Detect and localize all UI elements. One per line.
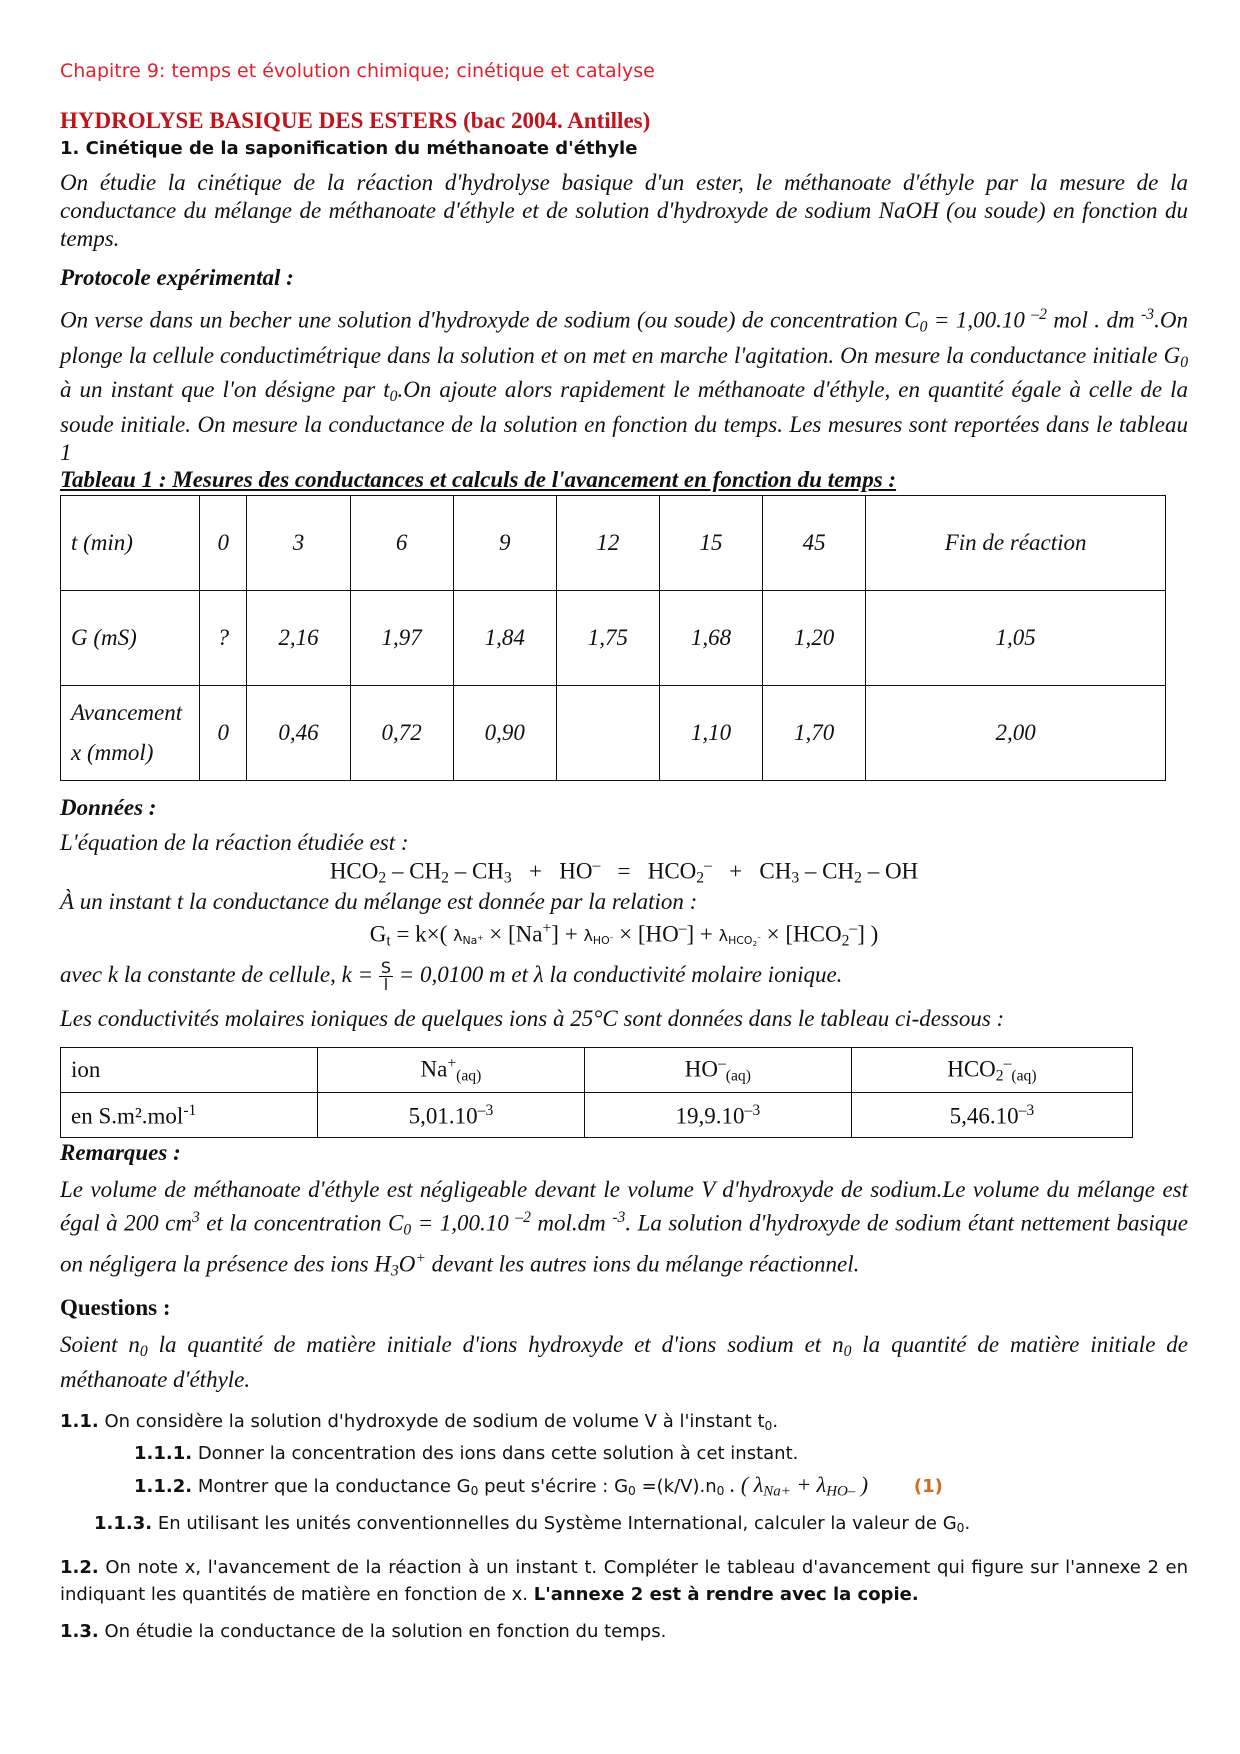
conductance-cell: 1,97	[350, 591, 453, 686]
chapter-heading: Chapitre 9: temps et évolution chimique; cinétique et catalyse	[60, 60, 655, 82]
table-row-time	[61, 496, 1166, 591]
intro-paragraph: On étudie la cinétique de la réaction d'hydrolyse basique d'un ester, le méthanoate d'éthyle par la mesure de la conductance du mélange de méthanoate d'éthyle et de solution d'hydroxyde de sodium NaOH (ou soude) en fonction du temps.	[60, 170, 1188, 251]
ion-cell-ho: $HO^-_{(aq)}$	[584, 1048, 851, 1093]
page-title: HYDROLYSE BASIQUE DES ESTERS (bac 2004. Antilles)	[60, 108, 651, 133]
conductivity-value: $19,9.10^{-3}$	[584, 1093, 851, 1138]
conductivity-value: $5,01.10^{-3}$	[318, 1093, 585, 1138]
question-1-1-1: 1.1.1. Donner la concentration des ions dans cette solution à cet instant.	[134, 1443, 799, 1465]
conductance-cell: 1,84	[453, 591, 556, 686]
advancement-cell: 0,46	[247, 686, 350, 781]
row-label-conductance: G (mS)	[61, 591, 200, 686]
protocol-heading: Protocole expérimental :	[60, 265, 294, 290]
table-conductance-measurements	[60, 495, 1166, 781]
conductance-cell: 1,20	[763, 591, 866, 686]
document-page	[60, 60, 1188, 1645]
row-label-time: t (min)	[61, 496, 200, 591]
conductance-cell: 1,05	[866, 591, 1166, 686]
question-1-2: 1.2. On note x, l'avancement de la réaction à un instant t. Compléter le tableau d'avancement qui figure sur l'annexe 2 en indiquant les quantités de matière en fonction de x. L'annexe 2 est à rendre avec la copie.	[60, 1557, 1188, 1606]
cell-constant-line: avec k la constante de cellule, k = $\frac{S}{l}$ = 0,0100 m et λ la conductivité molaire ionique.	[60, 958, 843, 995]
advancement-cell: 1,70	[763, 686, 866, 781]
advancement-cell: 2,00	[866, 686, 1166, 781]
table-row-values	[61, 1093, 1133, 1138]
conductance-relation-intro: À un instant t la conductance du mélange est donnée par la relation :	[60, 888, 698, 914]
time-cell: 0	[200, 496, 247, 591]
conductivities-intro: Les conductivités molaires ioniques de quelques ions à 25°C sont données dans le tableau ci-dessous :	[60, 1006, 1005, 1032]
section-1-heading: 1. Cinétique de la saponification du méthanoate d'éthyle	[60, 138, 638, 159]
question-1-1-3: 1.1.3. En utilisant les unités conventionnelles du Système International, calculer la valeur de $G_0$.	[94, 1513, 971, 1536]
time-cell: 6	[350, 496, 453, 591]
question-1-1: 1.1. On considère la solution d'hydroxyde de sodium de volume V à l'instant $t_0$.	[60, 1411, 779, 1434]
advancement-cell: 0,72	[350, 686, 453, 781]
row-label-advancement: Avancement x (mmol)	[61, 686, 200, 781]
conductance-cell: ?	[200, 591, 247, 686]
reaction-equation: $HCO_2 - CH_2 - CH_3$ + HO– = $HCO_2^-$ + $CH_3 - CH_2$ – OH	[329, 857, 919, 887]
equation-reference: (1)	[913, 1476, 943, 1498]
data-heading: Données :	[60, 795, 157, 821]
time-cell: 12	[556, 496, 659, 591]
equation-intro: L'équation de la réaction étudiée est :	[60, 830, 409, 856]
time-cell: 9	[453, 496, 556, 591]
question-1-3: 1.3. On étudie la conductance de la solution en fonction du temps.	[60, 1621, 667, 1643]
time-cell: Fin de réaction	[866, 496, 1166, 591]
row-label-unit: en S.m².mol$^{-1}$	[61, 1093, 318, 1138]
advancement-cell	[556, 686, 659, 781]
table-row-ions	[61, 1048, 1133, 1093]
conductance-formula: $G_t = k\times$( $\lambda_{Na^+} \times [Na^+] + \lambda_{HO^-} \times [HO^-] + \lambda_{HCO_2^-} \times [HCO_2^-]$ )	[369, 919, 879, 950]
ion-cell-hco2: $HCO_2^-_{(aq)}$	[851, 1048, 1132, 1093]
remarks-heading: Remarques :	[60, 1140, 181, 1166]
table-row-advancement	[61, 686, 1166, 781]
remarks-paragraph: Le volume de méthanoate d'éthyle est négligeable devant le volume V d'hydroxyde de sodium.Le volume du mélange est égal à 200 $cm^3$ et la concentration $C_0 = 1,00.10$ $^{-2}$ mol.dm $^{-3}$. La solution d'hydroxyde de sodium étant nettement basique on négligera la présence des ions $H_3O^+$ devant les autres ions du mélange réactionnel.	[60, 1177, 1189, 1280]
table-ionic-conductivities	[60, 1047, 1133, 1138]
advancement-cell: 0	[200, 686, 247, 781]
protocol-paragraph: On verse dans un becher une solution d'hydroxyde de sodium (ou soude) de concentration $C_0 = 1,00.10$ $^{-2}$ mol . dm $^{-3}$.On plonge la cellule conductimétrique dans la solution et on met en marche l'agitation. On mesure la conductance initiale $G_0$ à un instant que l'on désigne par $t_0.On$ ajoute alors rapidement le méthanoate d'éthyle, en quantité égale à celle de la soude initiale. On mesure la conductance de la solution en fonction du temps. Les mesures sont reportées dans le tableau 1	[60, 306, 1188, 466]
questions-intro: Soient $n_0$ la quantité de matière initiale d'ions hydroxyde et d'ions sodium et $n_0$ la quantité de matière initiale de méthanoate d'éthyle.	[60, 1332, 1189, 1393]
ion-cell-na: $Na^+_{(aq)}$	[318, 1048, 585, 1093]
table-row-conductance	[61, 591, 1166, 686]
conductance-cell: 1,75	[556, 591, 659, 686]
time-cell: 45	[763, 496, 866, 591]
advancement-cell: 1,10	[659, 686, 762, 781]
row-label-ion: ion	[61, 1048, 318, 1093]
question-1-1-2: 1.1.2. Montrer que la conductance $G_0$ peut s'écrire : $G_0 =(k/V).n_0$ . ( $\lambda_{Na+} + \lambda_{HO-}$ ) (1)	[134, 1472, 943, 1500]
table1-caption: Tableau 1 : Mesures des conductances et calculs de l'avancement en fonction du temps :	[60, 467, 897, 493]
time-cell: 3	[247, 496, 350, 591]
conductivity-value: $5,46.10^{-3}$	[851, 1093, 1132, 1138]
conductance-cell: 2,16	[247, 591, 350, 686]
questions-heading: Questions :	[60, 1295, 171, 1321]
time-cell: 15	[659, 496, 762, 591]
conductance-cell: 1,68	[659, 591, 762, 686]
advancement-cell: 0,90	[453, 686, 556, 781]
